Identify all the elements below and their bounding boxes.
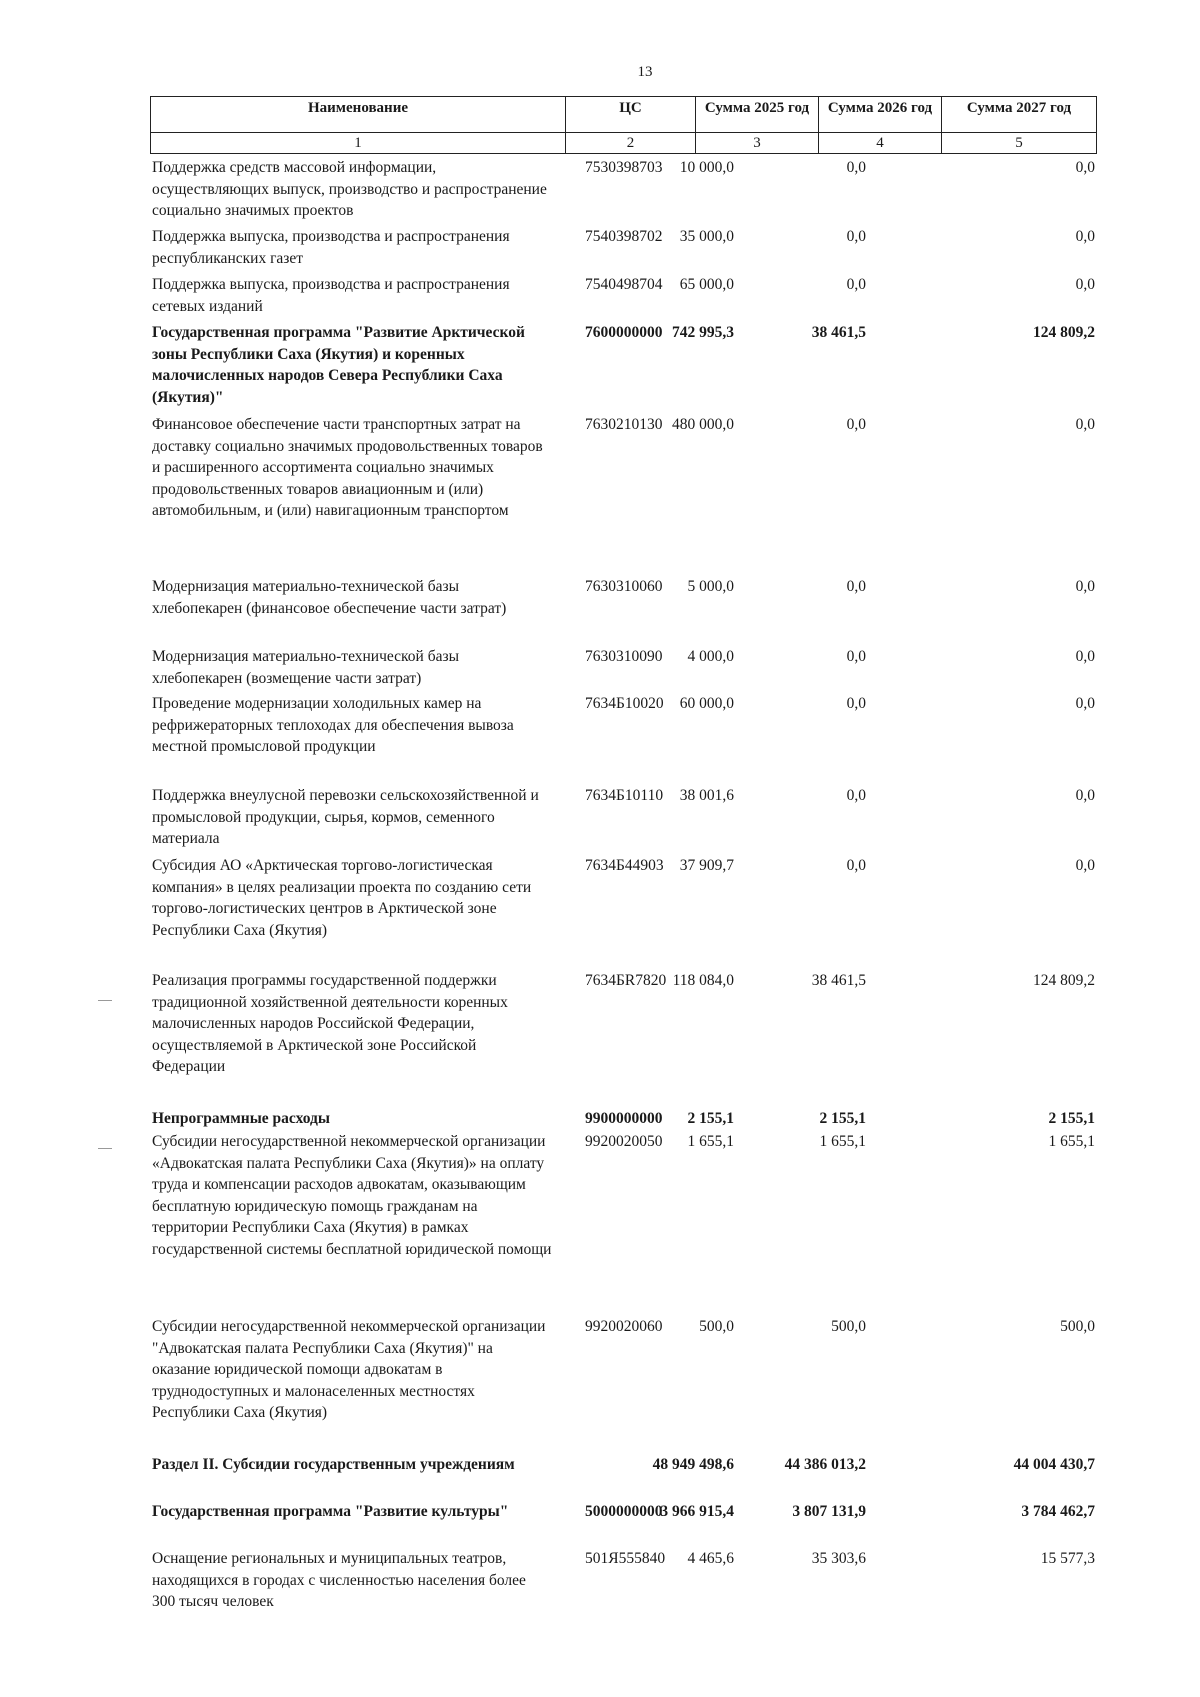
row-sum-2026: 44 386 013,2 [784,1456,866,1473]
row-code: 7630210130 [585,416,663,433]
table-header [150,96,1097,157]
row-sum-2025: 500,0 [699,1318,734,1335]
header-num-1: 1 [150,132,565,154]
row-sum-2026: 0,0 [846,648,866,665]
row-sum-2027: 1 655,1 [1048,1133,1095,1150]
row-sum-2026: 0,0 [846,416,866,433]
row-name: Оснащение региональных и муниципальных театров, находящихся в городах с численностью населения более 300 тысяч человек [152,1550,526,1610]
margin-mark [98,1000,112,1001]
row-name: Раздел II. Субсидии государственным учреждениям [152,1456,515,1473]
row-name: Модернизация материально-технической базы хлебопекарен (возмещение части затрат) [152,648,460,687]
row-sum-2025: 2 155,1 [687,1110,734,1127]
row-code: 9900000000 [585,1110,663,1127]
row-code: 7530398703 [585,159,663,176]
row-name: Поддержка выпуска, производства и распространения сетевых изданий [152,276,510,315]
row-sum-2025: 4 465,6 [687,1550,734,1567]
row-sum-2026: 0,0 [846,159,866,176]
page-number: 13 [637,64,653,80]
row-code: 7634Б10020 [585,695,664,712]
row-sum-2027: 0,0 [1075,159,1095,176]
row-name: Поддержка средств массовой информации, осуществляющих выпуск, производство и распространение социально значимых проектов [152,159,547,219]
header-sum-2027: Сумма 2027 год [941,96,1097,132]
row-sum-2027: 0,0 [1075,276,1095,293]
row-name: Государственная программа "Развитие Арктической зоны Республики Саха (Якутия) и коренных малочисленных народов Севера Республики Саха (Якутия)" [152,324,525,406]
row-code: 7634БR7820 [585,972,667,989]
row-sum-2025: 35 000,0 [679,228,734,245]
row-name: Поддержка выпуска, производства и распространения республиканских газет [152,228,510,267]
row-code: 7634Б10110 [585,787,664,804]
row-sum-2027: 124 809,2 [1033,324,1095,341]
row-name: Непрограммные расходы [152,1110,331,1127]
row-sum-2025: 10 000,0 [679,159,734,176]
row-code: 7540398702 [585,228,663,245]
row-sum-2027: 0,0 [1075,648,1095,665]
row-sum-2026: 0,0 [846,787,866,804]
row-sum-2025: 37 909,7 [679,857,734,874]
row-sum-2026: 0,0 [846,228,866,245]
row-sum-2026: 38 461,5 [811,972,866,989]
row-sum-2025: 65 000,0 [679,276,734,293]
row-sum-2025: 118 084,0 [672,972,734,989]
row-name: Финансовое обеспечение части транспортных затрат на доставку социально значимых продовольственных товаров и расширенного ассортимента социально значимых продовольственных товаров авиационным и (или) автомобильным, и (или) навигационным транспортом [152,416,543,519]
row-code: 7600000000 [585,324,663,341]
header-sum-2026: Сумма 2026 год [818,96,941,132]
row-sum-2027: 2 155,1 [1048,1110,1095,1127]
row-code: 9920020050 [585,1133,663,1150]
row-sum-2026: 500,0 [831,1318,866,1335]
row-code: 7630310090 [585,648,663,665]
row-sum-2025: 4 000,0 [687,648,734,665]
row-sum-2026: 38 461,5 [811,324,866,341]
row-sum-2025: 5 000,0 [687,578,734,595]
header-num-4: 4 [818,132,941,154]
row-sum-2026: 0,0 [846,695,866,712]
row-sum-2026: 0,0 [846,857,866,874]
row-name: Субсидии негосударственной некоммерческой организации «Адвокатская палата Республики Саха (Якутия)» на оплату труда и компенсации расходов адвокатам, оказывающим бесплатную юридическую помощь гражданам на территории Республики Саха (Якутия) в рамках государственной системы бесплатной юридической помощи [152,1133,552,1258]
row-name: Субсидии негосударственной некоммерческой организации "Адвокатская палата Республики Саха (Якутия)" на оказание юридической помощи адвокатам в труднодоступных и малонаселенных местностях Республики Саха (Якутия) [152,1318,546,1421]
row-sum-2027: 124 809,2 [1033,972,1095,989]
row-code: 5000000000 [585,1503,663,1520]
row-sum-2026: 0,0 [846,276,866,293]
row-sum-2026: 3 807 131,9 [792,1503,866,1520]
row-code: 9920020060 [585,1318,663,1335]
header-num-2: 2 [565,132,695,154]
header-code: ЦС [565,96,695,132]
row-sum-2027: 0,0 [1075,787,1095,804]
row-sum-2025: 48 949 498,6 [652,1456,734,1473]
row-sum-2027: 0,0 [1075,416,1095,433]
row-sum-2027: 500,0 [1060,1318,1095,1335]
row-sum-2026: 1 655,1 [819,1133,866,1150]
header-sum-2025: Сумма 2025 год [695,96,818,132]
margin-mark [98,1148,112,1149]
row-sum-2027: 0,0 [1075,857,1095,874]
row-sum-2027: 0,0 [1075,578,1095,595]
row-sum-2027: 15 577,3 [1040,1550,1095,1567]
row-sum-2026: 35 303,6 [811,1550,866,1567]
row-sum-2025: 38 001,6 [679,787,734,804]
row-code: 501Я555840 [585,1550,666,1567]
row-name: Государственная программа "Развитие культуры" [152,1503,509,1520]
row-name: Субсидия АО «Арктическая торгово-логистическая компания» в целях реализации проекта по созданию сети торгово-логистических центров в Арктической зоне Республики Саха (Якутия) [152,857,532,939]
header-num-3: 3 [695,132,818,154]
row-code: 7634Б44903 [585,857,664,874]
row-sum-2025: 3 966 915,4 [660,1503,734,1520]
row-name: Поддержка внеулусной перевозки сельскохозяйственной и промысловой продукции, сырья, кормов, семенного материала [152,787,539,847]
row-sum-2026: 2 155,1 [819,1110,866,1127]
header-name: Наименование [150,96,565,132]
row-name: Проведение модернизации холодильных камер на рефрижераторных теплоходах для обеспечения вывоза местной промысловой продукции [152,695,514,755]
row-sum-2025: 1 655,1 [687,1133,734,1150]
row-name: Реализация программы государственной поддержки традиционной хозяйственной деятельности коренных малочисленных народов Российской Федерации, осуществляемой в Арктической зоне Российской Федерации [152,972,508,1075]
row-sum-2025: 60 000,0 [679,695,734,712]
row-code: 7630310060 [585,578,663,595]
row-name: Модернизация материально-технической базы хлебопекарен (финансовое обеспечение части затрат) [152,578,507,617]
row-sum-2025: 480 000,0 [672,416,734,433]
row-sum-2027: 3 784 462,7 [1021,1503,1095,1520]
row-sum-2027: 44 004 430,7 [1013,1456,1095,1473]
header-num-5: 5 [941,132,1097,154]
row-sum-2025: 742 995,3 [672,324,734,341]
row-sum-2027: 0,0 [1075,228,1095,245]
row-code: 7540498704 [585,276,663,293]
row-sum-2026: 0,0 [846,578,866,595]
row-sum-2027: 0,0 [1075,695,1095,712]
